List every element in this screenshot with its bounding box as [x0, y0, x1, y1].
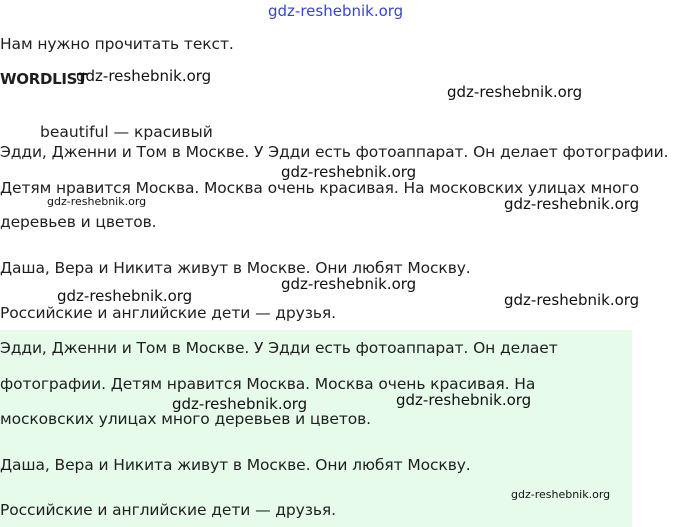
watermark: gdz-reshebnik.org	[504, 291, 640, 309]
source-line: Даша, Вера и Никита живут в Москве. Они любят Москву.	[0, 259, 471, 277]
source-line: Детям нравится Москва. Москва очень красивая. На московских улицах много	[0, 179, 639, 197]
answer-line: московских улицах много деревьев и цветов.	[0, 410, 371, 428]
watermark: gdz-reshebnik.org	[511, 488, 611, 501]
wordlist-entry-partial: beautiful — красивый	[40, 123, 213, 141]
answer-line: фотографии. Детям нравится Москва. Москва очень красивая. На	[0, 375, 536, 393]
watermark: gdz-reshebnik.org	[57, 287, 193, 305]
watermark-top: gdz-reshebnik.org	[268, 2, 404, 20]
answer-line: Даша, Вера и Никита живут в Москве. Они любят Москву.	[0, 456, 471, 474]
source-line: Российские и английские дети — друзья.	[0, 304, 336, 322]
watermark: gdz-reshebnik.org	[504, 195, 640, 213]
source-line: Эдди, Дженни и Том в Москве. У Эдди есть фотоаппарат. Он делает фотографии.	[0, 143, 669, 161]
watermark: gdz-reshebnik.org	[281, 163, 417, 181]
answer-line: Эдди, Дженни и Том в Москве. У Эдди есть фотоаппарат. Он делает	[0, 339, 558, 357]
watermark: gdz-reshebnik.org	[172, 395, 308, 413]
watermark: gdz-reshebnik.org	[76, 67, 212, 85]
wordlist-title: WORDLIST	[0, 70, 88, 88]
watermark: gdz-reshebnik.org	[447, 83, 583, 101]
watermark: gdz-reshebnik.org	[396, 391, 532, 409]
watermark: gdz-reshebnik.org	[47, 195, 147, 208]
source-line: деревьев и цветов.	[0, 213, 157, 231]
instruction-text: Нам нужно прочитать текст.	[0, 35, 234, 53]
watermark: gdz-reshebnik.org	[281, 275, 417, 293]
answer-line: Российские и английские дети — друзья.	[0, 501, 336, 519]
